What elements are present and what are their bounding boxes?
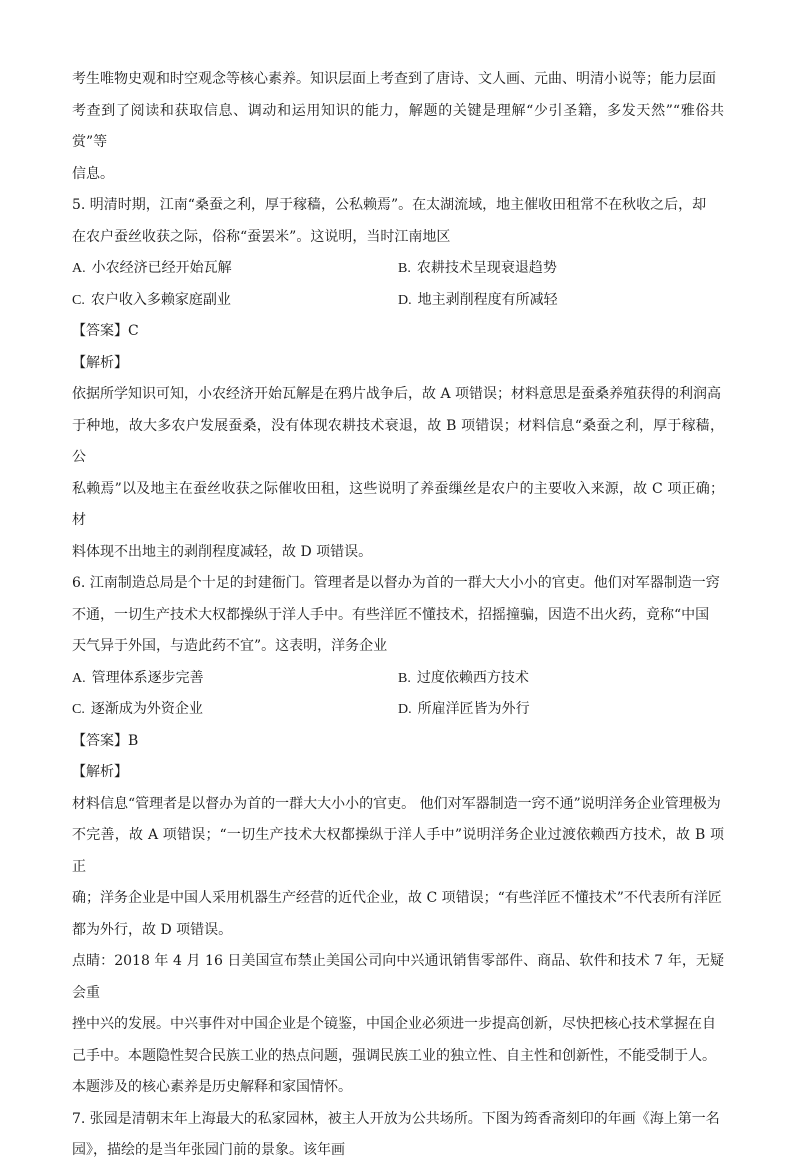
option-c (72, 694, 398, 726)
analysis-line: 依据所学知识可知，小农经济开始瓦解是在鸦片战争后，故 A 项错误；材料意思是蚕桑养殖获得的利润高 (72, 386, 722, 402)
question-6 (72, 568, 724, 1104)
option-text: 小农经济已经开始瓦解 (91, 260, 232, 276)
option-text: 农户收入多赖家庭副业 (90, 291, 231, 308)
answer-label: 【答案】 (72, 732, 128, 749)
text-line: 考查到了阅读和获取信息、调动和运用知识的能力，解题的关键是理解“少引圣籍，多发天然”“雅俗共赏”等 (72, 102, 724, 150)
option-b (398, 663, 724, 695)
analysis-line: 材料信息“管理者是以督办为首的一群大大小小的官吏。 他们对军器制造一窍不通”说明洋务企业管理极为 (72, 795, 721, 812)
intro-paragraph (72, 64, 724, 190)
analysis-label: 【解析】 (72, 764, 128, 780)
answer-label: 【答案】 (72, 323, 128, 339)
question-stem-line: 5. 明清时期，江南“桑蚕之利，厚于稼穑，公私赖焉”。在太湖流域，地主催收田租常不在秋收之后，却 (72, 197, 707, 213)
analysis-line: 不完善，故 A 项错误；“一切生产技术大权都操纵于洋人手中”说明洋务企业过渡依赖西方技术，故 B 项正 (72, 827, 724, 875)
question-stem-line: 6. 江南制造总局是个十足的封建衙门。管理者是以督办为首的一群大大小小的官吏。他们对军器制造一窍 (72, 575, 720, 591)
option-b (398, 253, 724, 285)
text-line: 考生唯物史观和时空观念等核心素养。知识层面上考查到了唐诗、文人画、元曲、明清小说等；能力层面 (72, 71, 716, 87)
page-content (72, 64, 724, 1167)
option-a (72, 253, 398, 285)
question-5 (72, 190, 724, 568)
answer-value: C (128, 323, 139, 339)
option-d (398, 694, 724, 726)
answer-value: B (128, 732, 139, 749)
option-text: 逐渐成为外资企业 (90, 701, 203, 717)
question-stem-line: 园》，描绘的是当年张园门前的景象。该年画 (72, 1142, 345, 1158)
options-list (72, 253, 724, 316)
analysis-line: 料体现不出地主的剥削程度减轻，故 D 项错误。 (72, 543, 373, 560)
answer-line (72, 726, 724, 758)
option-letter: C. (72, 292, 85, 308)
option-letter: D. (398, 702, 412, 717)
question-7 (72, 1104, 724, 1167)
text-line: 信息。 (72, 165, 114, 182)
option-text: 所雇洋匠皆为外行 (417, 701, 530, 717)
option-letter: D. (398, 292, 412, 308)
analysis-line: 都为外行，故 D 项错误。 (72, 921, 233, 938)
option-letter: C. (72, 702, 85, 717)
option-text: 地主剥削程度有所减轻 (417, 291, 558, 308)
option-text: 农耕技术呈现衰退趋势 (416, 260, 557, 276)
question-stem-line: 7. 张园是清朝末年上海最大的私家园林，被主人开放为公共场所。下图为筠香斋刻印的年画《海上第一名 (72, 1110, 720, 1127)
option-letter: B. (398, 261, 411, 276)
option-letter: B. (398, 670, 411, 686)
question-stem-line: 不通，一切生产技术大权都操纵于洋人手中。有些洋匠不懂技术，招摇撞骗，因造不出火药，竟称“中国 (72, 606, 710, 623)
question-stem-line: 在农户蚕丝收获之际，俗称“蚕罢米”。这说明，当时江南地区 (72, 228, 451, 245)
answer-line (72, 316, 724, 348)
option-letter: A. (72, 670, 86, 686)
note-line: 点睛：2018 年 4 月 16 日美国宣布禁止美国公司向中兴通讯销售零部件、商品、软件和技术 7 年，无疑会重 (72, 953, 724, 1001)
option-text: 管理体系逐步完善 (91, 669, 204, 686)
options-list (72, 663, 724, 726)
question-stem-line: 天气异于外国，与造此药不宜”。这表明，洋务企业 (72, 638, 388, 654)
option-text: 过度依赖西方技术 (416, 669, 529, 686)
note-line: 挫中兴的发展。中兴事件对中国企业是个镜鉴，中国企业必须进一步提高创新，尽快把核心技术掌握在自 (72, 1016, 716, 1032)
note-line: 己手中。本题隐性契合民族工业的热点问题，强调民族工业的独立性、自主性和创新性，不能受制于人。 (72, 1047, 716, 1064)
option-letter: A. (72, 261, 86, 276)
option-a (72, 663, 398, 695)
option-c (72, 285, 398, 317)
note-line: 本题涉及的核心素养是历史解释和家国情怀。 (72, 1079, 352, 1095)
analysis-line: 确；洋务企业是中国人采用机器生产经营的近代企业，故 C 项错误；“有些洋匠不懂技术”不代表所有洋匠 (72, 890, 722, 906)
analysis-line: 于种地，故大多农户发展蚕桑，没有体现农耕技术衰退，故 B 项错误；材料信息“桑蚕之利，厚于稼穑，公 (72, 417, 724, 465)
analysis-label: 【解析】 (72, 354, 128, 371)
analysis-line: 私赖焉”以及地主在蚕丝收获之际催收田租，这些说明了养蚕缫丝是农户的主要收入来源，故 C 项正确；材 (72, 480, 724, 528)
option-d (398, 285, 724, 317)
